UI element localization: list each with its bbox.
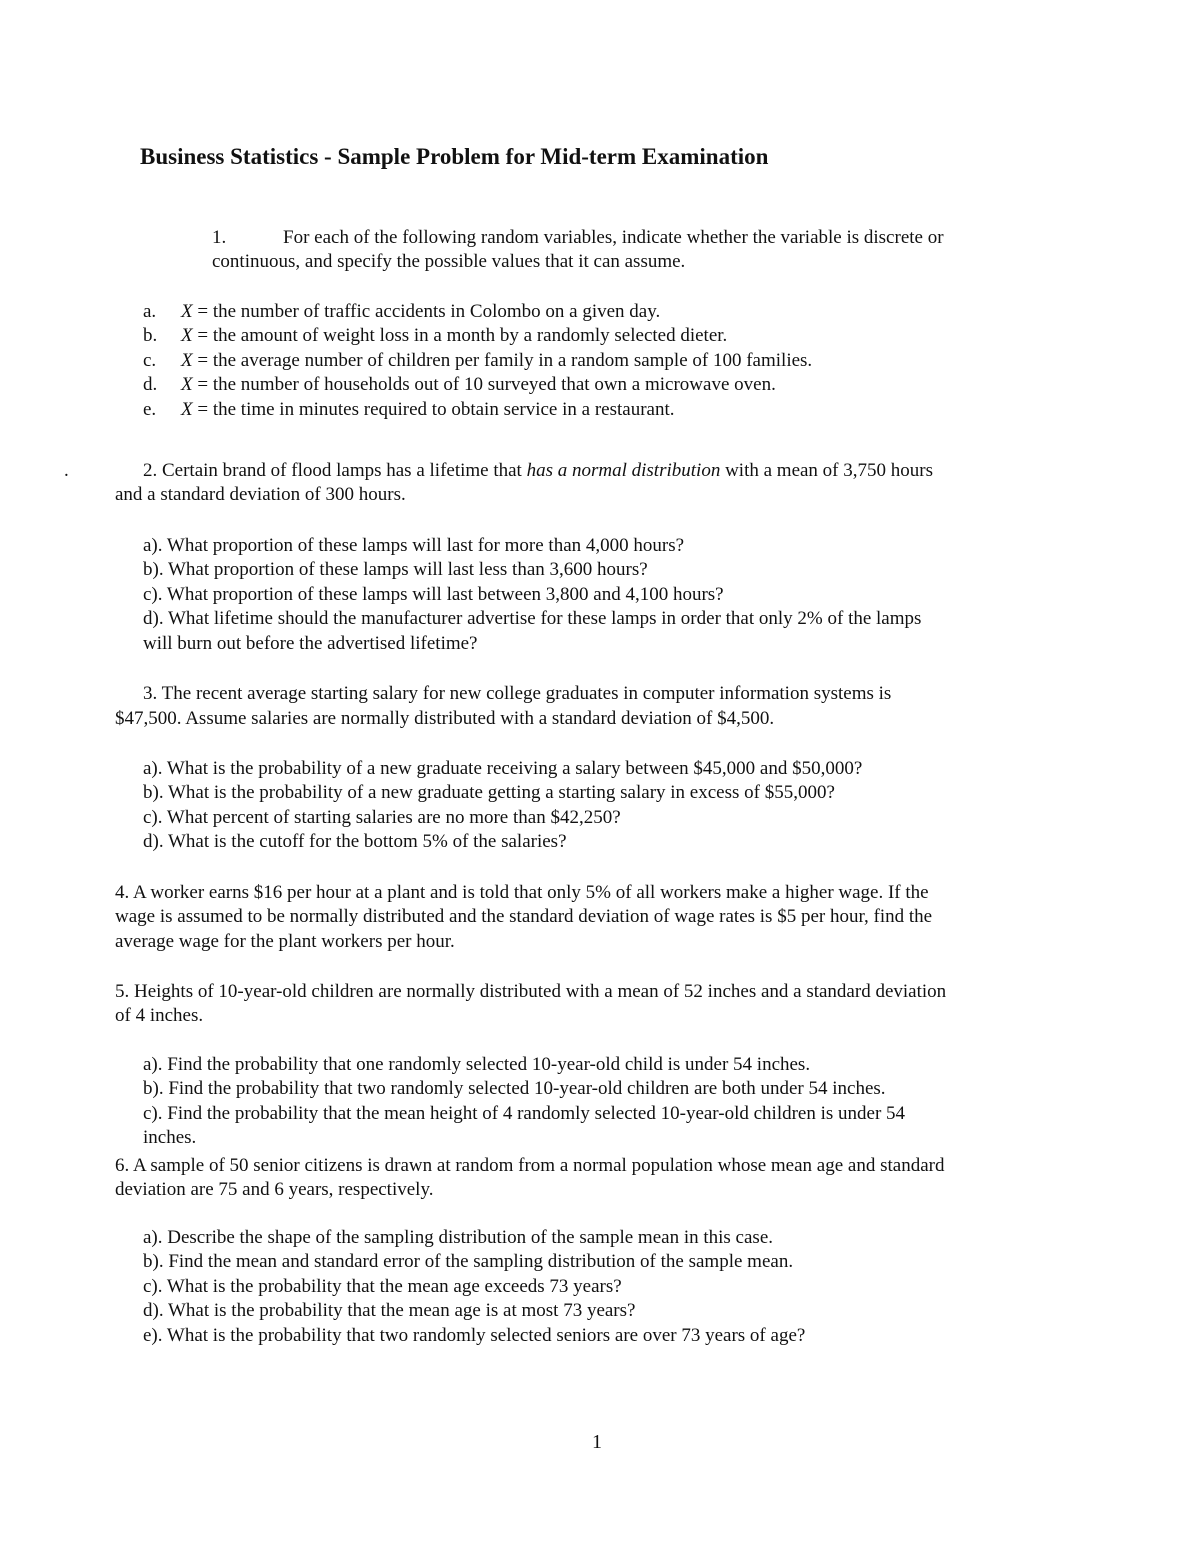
q6-line: deviation are 75 and 6 years, respectively. [115,1179,434,1200]
q1-item-text: = the amount of weight loss in a month by a randomly selected dieter. [192,325,728,346]
q6-part: a). Describe the shape of the sampling distribution of the sample mean in this case. [143,1227,773,1248]
q1-item-var: X [181,374,193,395]
q1-item-var: X [181,399,193,420]
q2-part: b). What proportion of these lamps will last less than 3,600 hours? [143,559,648,580]
q3-line1: 3. The recent average starting salary for new college graduates in computer information systems is [143,683,892,704]
q3-part: b). What is the probability of a new graduate getting a starting salary in excess of $55,000? [143,782,835,803]
q5-line: of 4 inches. [115,1005,204,1026]
q5-part: inches. [143,1127,197,1148]
q1-item-text: = the time in minutes required to obtain service in a restaurant. [192,399,675,420]
q1-number: 1. [212,227,227,248]
q6-part: b). Find the mean and standard error of the sampling distribution of the sample mean. [143,1251,794,1272]
q1-item-text: = the number of traffic accidents in Colombo on a given day. [192,301,661,322]
q2-part: a). What proportion of these lamps will last for more than 4,000 hours? [143,535,685,556]
q1-item-marker: c. [143,350,157,371]
q1-item-marker: e. [143,399,157,420]
page-number: 1 [592,1431,602,1453]
q2-line1-emphasis: has a normal distribution [526,460,721,481]
q1-item-var: X [181,350,193,371]
q3-line2: $47,500. Assume salaries are normally distributed with a standard deviation of $4,500. [115,708,775,729]
q3-part: d). What is the cutoff for the bottom 5% of the salaries? [143,831,567,852]
q1-item-marker: d. [143,374,158,395]
q1-item-var: X [181,301,193,322]
q1-item-text: = the number of households out of 10 surveyed that own a microwave oven. [192,374,776,395]
q1-line2: continuous, and specify the possible values that it can assume. [212,251,686,272]
q1-item [143,324,727,348]
q3-part: c). What percent of starting salaries are no more than $42,250? [143,807,621,828]
q1-item-var: X [181,325,193,346]
q4-line: wage is assumed to be normally distributed and the standard deviation of wage rates is $5 per hour, find the [115,906,933,927]
q5-part: a). Find the probability that one randomly selected 10-year-old child is under 54 inches. [143,1054,811,1075]
q1-item-text: = the average number of children per family in a random sample of 100 families. [192,350,813,371]
q1-item [143,349,812,373]
q2-line1-pre: 2. Certain brand of flood lamps has a lifetime that [143,460,527,481]
q1-item-marker: b. [143,325,158,346]
q1-item [143,300,660,324]
q4-line: average wage for the plant workers per hour. [115,931,455,952]
q6-line: 6. A sample of 50 senior citizens is drawn at random from a normal population whose mean age and standard [115,1155,945,1176]
q1-item [143,398,674,422]
q1-line1-text: For each of the following random variables, indicate whether the variable is discrete or [283,227,944,248]
page-title: Business Statistics - Sample Problem for Mid-term Examination [140,144,769,169]
q2-part: c). What proportion of these lamps will last between 3,800 and 4,100 hours? [143,584,724,605]
q5-part: c). Find the probability that the mean height of 4 randomly selected 10-year-old children is under 54 [143,1103,906,1124]
q1-line1 [212,226,944,250]
q5-line: 5. Heights of 10-year-old children are normally distributed with a mean of 52 inches and a standard deviation [115,981,947,1002]
q2-line1-post: with a mean of 3,750 hours [720,460,933,481]
q1-item-marker: a. [143,301,157,322]
q2-part: will burn out before the advertised lifetime? [143,633,478,654]
q4-line: 4. A worker earns $16 per hour at a plant and is told that only 5% of all workers make a higher wage. If the [115,882,929,903]
q2-line2: and a standard deviation of 300 hours. [115,484,406,505]
q1-item [143,373,776,397]
q6-part: e). What is the probability that two randomly selected seniors are over 73 years of age? [143,1325,806,1346]
stray-dot: . [64,460,69,481]
q3-part: a). What is the probability of a new graduate receiving a salary between $45,000 and $50,000? [143,758,863,779]
q5-part: b). Find the probability that two randomly selected 10-year-old children are both under 54 inches. [143,1078,886,1099]
q2-part: d). What lifetime should the manufacturer advertise for these lamps in order that only 2% of the lamps [143,608,922,629]
q6-part: d). What is the probability that the mean age is at most 73 years? [143,1300,636,1321]
q2-line1 [143,459,933,483]
q6-part: c). What is the probability that the mean age exceeds 73 years? [143,1276,622,1297]
